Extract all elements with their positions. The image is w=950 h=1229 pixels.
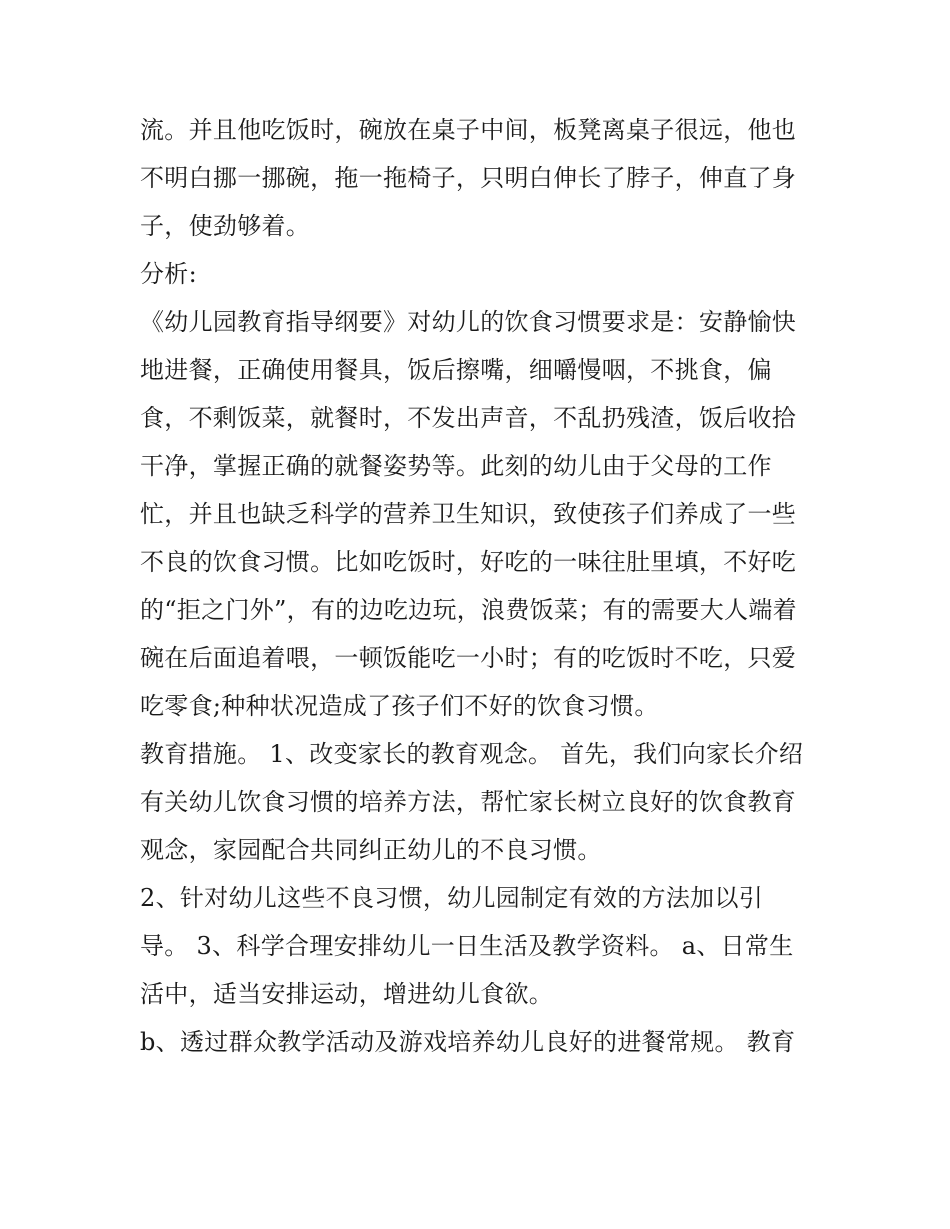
text-line: 的“拒之门外”，有的边吃边玩，浪费饭菜；有的需要大人端着 (140, 596, 797, 624)
text-line: 导。 3、科学合理安排幼儿一日生活及教学资料。 a、日常生 (140, 932, 794, 960)
text-line: 流。并且他吃饭时，碗放在桌子中间，板凳离桌子很远，他也 (140, 116, 797, 144)
text-line: 吃零食;种种状况造成了孩子们不好的饮食习惯。 (140, 692, 659, 720)
document-body (140, 106, 830, 1066)
section-heading: 分析: (140, 260, 197, 288)
text-line: 碗在后面追着喂，一顿饭能吃一小时；有的吃饭时不吃，只爱 (140, 644, 797, 672)
text-line: 《幼儿园教育指导纲要》对幼儿的饮食习惯要求是：安静愉快 (140, 308, 797, 336)
text-line: 观念，家园配合共同纠正幼儿的不良习惯。 (140, 836, 602, 864)
text-line: 地进餐，正确使用餐具，饭后擦嘴，细嚼慢咽，不挑食，偏 (140, 356, 772, 384)
text-line: 不良的饮食习惯。比如吃饭时，好吃的一味往肚里填，不好吃 (140, 548, 797, 576)
text-line: 教育措施。 1、改变家长的教育观念。 首先，我们向家长介绍 (140, 740, 804, 768)
text-line: b、透过群众教学活动及游戏培养幼儿良好的进餐常规。 教育 (140, 1028, 796, 1056)
text-line: 活中，适当安排运动，增进幼儿食欲。 (140, 980, 554, 1008)
text-line: 忙，并且也缺乏科学的营养卫生知识，致使孩子们养成了一些 (140, 500, 797, 528)
text-line: 子，使劲够着。 (140, 212, 311, 240)
text-line: 2、针对幼儿这些不良习惯，幼儿园制定有效的方法加以引 (140, 884, 764, 912)
text-line: 有关幼儿饮食习惯的培养方法，帮忙家长树立良好的饮食教育 (140, 788, 797, 816)
text-line: 食，不剩饭菜，就餐时，不发出声音，不乱扔残渣，饭后收拾 (140, 404, 797, 432)
text-line: 不明白挪一挪碗，拖一拖椅子，只明白伸长了脖子，伸直了身 (140, 164, 797, 192)
text-line: 干净，掌握正确的就餐姿势等。此刻的幼儿由于父母的工作 (140, 452, 772, 480)
